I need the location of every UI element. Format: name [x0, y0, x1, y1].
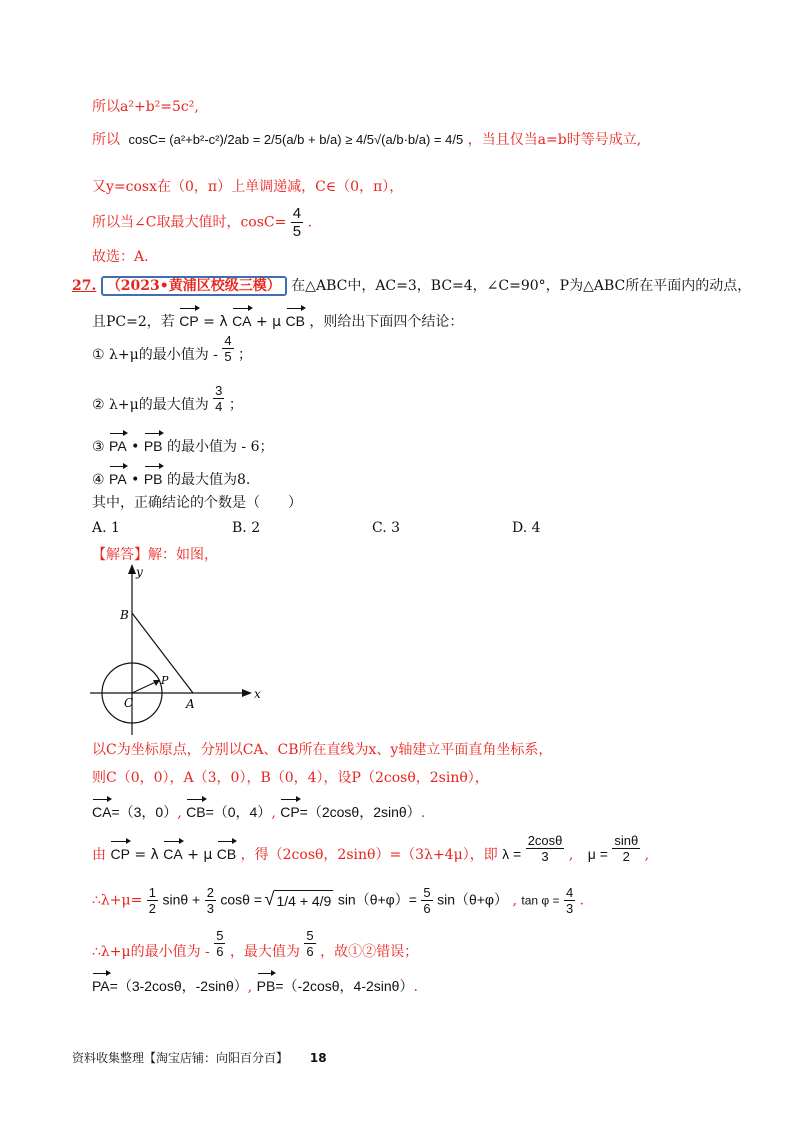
x-axis-arrow-icon: [242, 689, 252, 697]
conclusion-1: ① λ+μ的最小值为 - $\frac{4}{5}$ ；: [92, 332, 253, 364]
solution-line-2: 所以 cosC= (a²+b²-c²)/2ab = 2/5(a/b + b/a) ≥ 4/5√(a/b·b/a) = 4/5 ，当且仅当a=b时等号成立,: [92, 132, 642, 148]
question-text: 其中，正确结论的个数是（ ）: [92, 495, 302, 511]
page-footer: [72, 1049, 327, 1066]
vector-pb-2: PB: [144, 463, 163, 489]
solution-line-3: 又y=cosx在（0，π）上单调递减，C∈（0，π），: [92, 179, 404, 195]
vector-ca-3: CA: [163, 838, 182, 864]
conclusion-3: ③ PA • PB 的最小值为 - 6；: [92, 430, 274, 457]
cos-formula: cosC= (a²+b²-c²)/2ab = 2/5(a/b + b/a) ≥ 4/5√(a/b·b/a) = 4/5: [128, 132, 464, 147]
answer-line-1: 以C为坐标原点，分别以CA、CB所在直线为x、y轴建立平面直角坐标系，: [92, 742, 553, 758]
vector-cb-2: CB: [186, 796, 205, 822]
answer-line-2: 则C（0，0），A（3，0），B（0，4），设P（2cosθ，2sinθ），: [92, 770, 489, 786]
option-d: D. 4: [512, 520, 541, 536]
option-a: A. 1: [92, 520, 120, 536]
problem-text-1: 在△ABC中，AC=3，BC=4，∠C=90°，P为△ABC所在平面内的动点，: [291, 278, 752, 294]
conclusion-4: ④ PA • PB 的最大值为8.: [92, 463, 250, 490]
a-label: A: [186, 697, 195, 711]
vector-pb-3: PB: [257, 970, 276, 996]
vector-cp: CP: [179, 305, 198, 331]
coordinate-figure: [88, 560, 268, 745]
conclusion-2: ② λ+μ的最大值为 $\frac{3}{4}$ ；: [92, 382, 243, 414]
vector-cp-2: CP: [280, 796, 299, 822]
b-label: B: [120, 608, 129, 622]
vector-ca: CA: [232, 305, 251, 331]
answer-line-7: PA=（3-2cosθ，-2sinθ）, PB=（-2cosθ，4-2sinθ）.: [92, 970, 418, 997]
x-label: x: [254, 687, 261, 701]
vector-pb: PB: [144, 430, 163, 456]
problem-number: 27.: [72, 278, 97, 294]
vector-cb: CB: [286, 305, 305, 331]
vector-ca-2: CA: [92, 796, 111, 822]
vector-cb-3: CB: [217, 838, 236, 864]
answer-line-6: ∴λ+μ的最小值为 - $\frac{5}{6}$ ，最大值为 $\frac{5}{6}$ ，故①②错误；: [92, 927, 419, 960]
vector-cp-3: CP: [110, 838, 129, 864]
c-label: C: [124, 696, 134, 710]
cos-fraction: $\frac{4}{5}$: [292, 205, 302, 240]
answer-line-3: CA=（3，0）, CB=（0，4）, CP=（2cosθ，2sinθ）.: [92, 796, 425, 823]
solution-line-1: 所以a²+b²=5c²,: [92, 99, 199, 115]
page-number: 18: [309, 1051, 327, 1065]
problem-source: （2023•黄浦区校级三模）: [101, 276, 287, 296]
p-label: P: [161, 674, 169, 687]
vector-pa: PA: [109, 430, 127, 456]
answer-header: 【解答】解：如图，: [92, 547, 218, 563]
option-b: B. 2: [232, 520, 261, 536]
solution-line-4: 所以当∠C取最大值时，cosC= $\frac{4}{5}$ .: [92, 205, 313, 240]
solution-line-5: 故选：A.: [92, 249, 149, 265]
answer-line-4: 由 CP = λ CA + μ CB ，得（2cosθ，2sinθ）=（3λ+4μ），即 λ = $\frac{2\cos\theta}{3}$ , μ = $\frac{\sin\theta}{2}$ ,: [92, 832, 650, 864]
vector-pa-2: PA: [109, 463, 127, 489]
y-label: y: [136, 565, 143, 579]
option-c: C. 3: [372, 520, 401, 536]
y-axis-arrow-icon: [128, 564, 136, 574]
problem-27-header: [72, 276, 751, 296]
problem-27-line-2: 且PC=2，若 CP = λ CA + μ CB ，则给出下面四个结论：: [92, 305, 463, 332]
vector-pa-3: PA: [92, 970, 110, 996]
answer-line-5: ∴λ+μ= $\frac{1}{2}$ sinθ + $\frac{2}{3}$ cosθ = √ 1/4 + 4/9 sin（θ+φ）= $\frac{5}{6}$ sin（θ+φ） , tan φ = $\frac{4}{3}$ .: [92, 885, 584, 916]
footer-text: 资料收集整理【淘宝店铺：向阳百分百】: [72, 1051, 289, 1065]
